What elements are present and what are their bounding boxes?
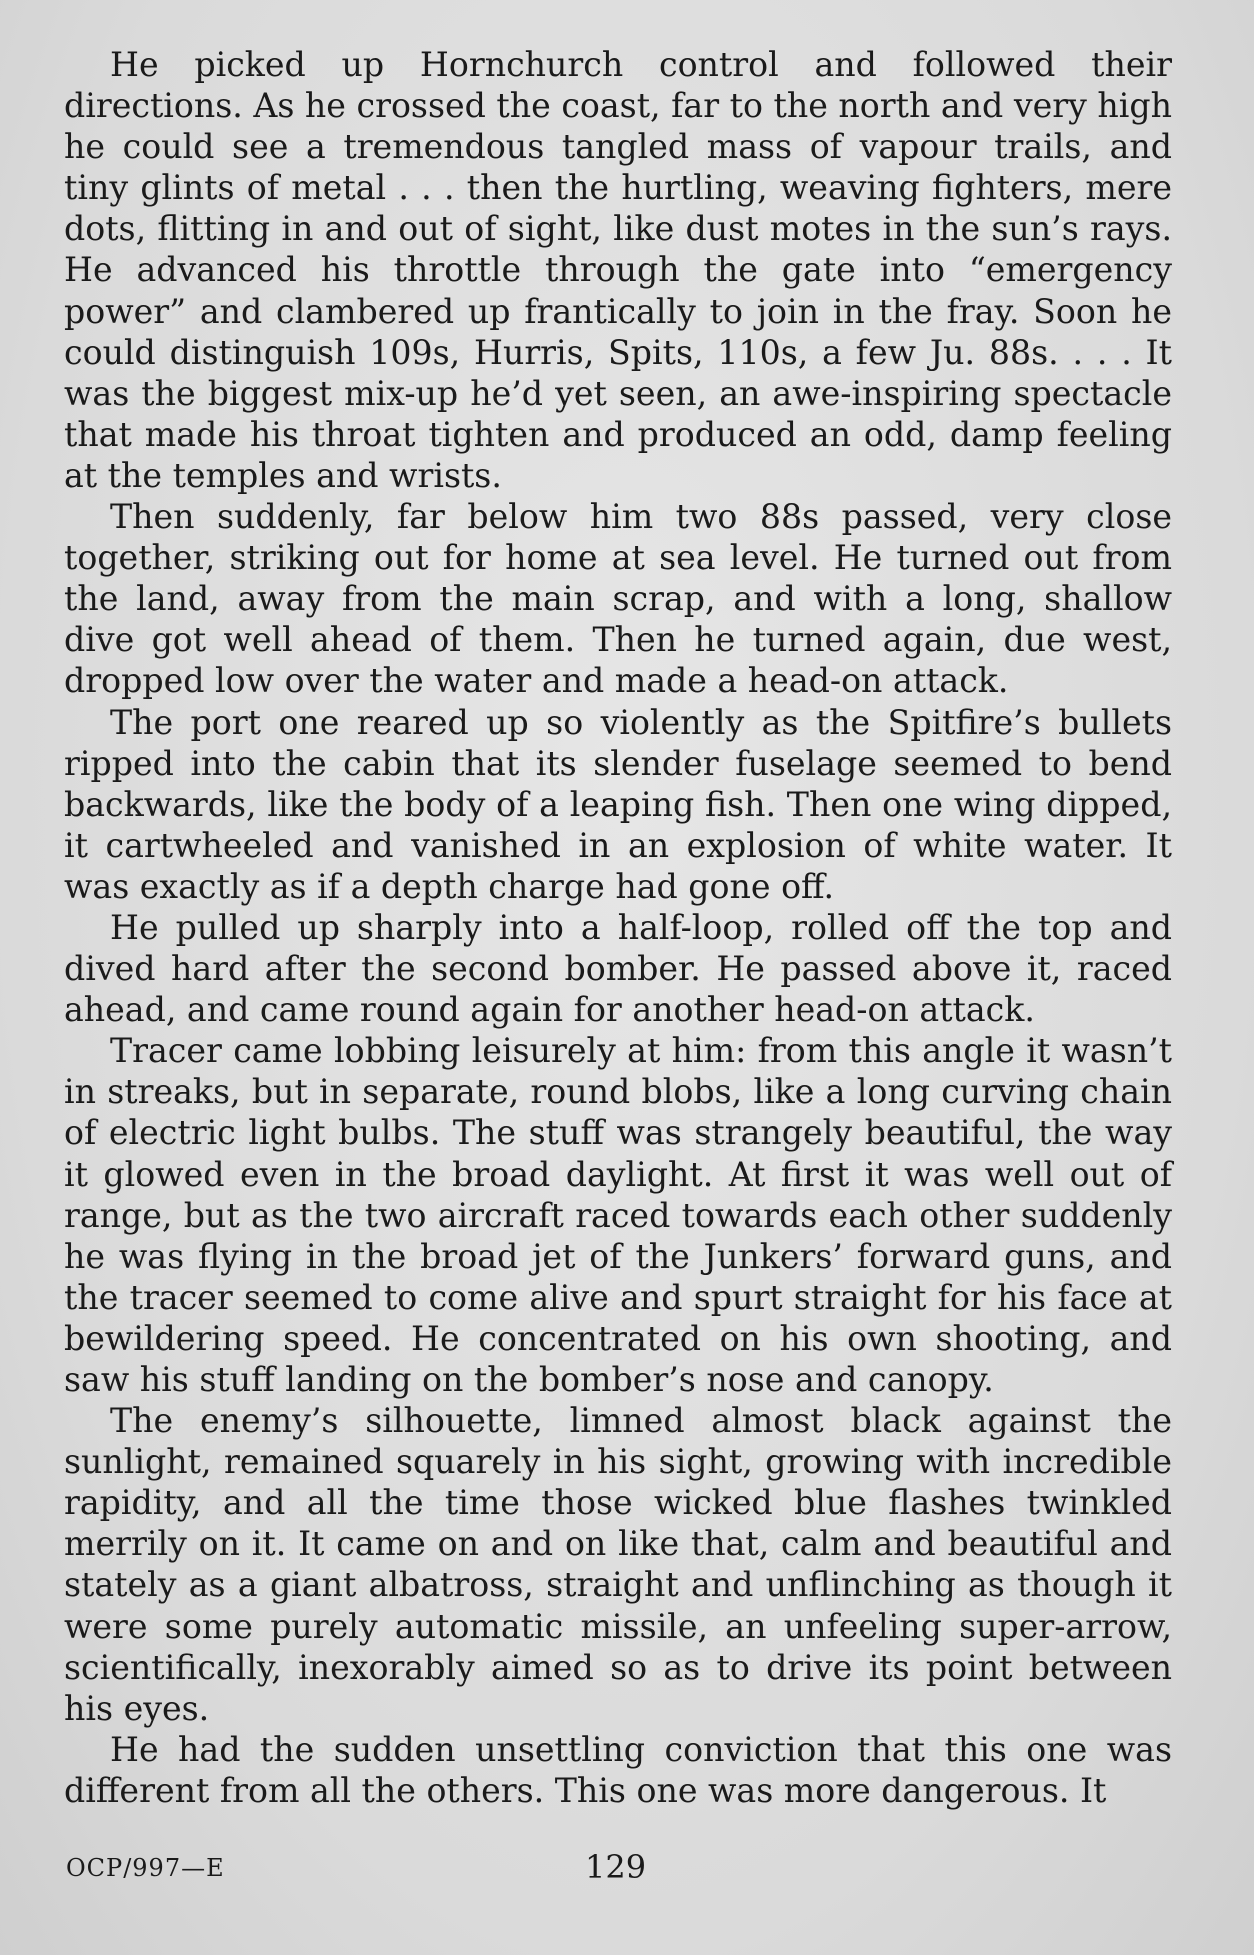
paragraph-4: He pulled up sharply into a half-loop, rolled off the top and dived hard after the second bomber. He passed above it, raced ahead, and came round again for another head-on attack. xyxy=(64,907,1172,1030)
paragraph-5: Tracer came lobbing leisurely at him: from this angle it wasn’t in streaks, but in separate, round blobs, like a long curving chain of electric light bulbs. The stuff was strangely beautiful, the way it glowed even in the broad daylight. At first it was well out of range, but as the two aircraft raced towards each other suddenly he was flying in the broad jet of the Junkers’ forward guns, and the tracer seemed to come alive and spurt straight for his face at bewildering speed. He concentrated on his own shooting, and saw his stuff landing on the bomber’s nose and canopy. xyxy=(64,1031,1172,1399)
page-number: 129 xyxy=(585,1848,647,1886)
paragraph-7: He had the sudden unsettling conviction that this one was different from all the others. This one was more dangerous. It xyxy=(64,1729,1172,1810)
paragraph-1: He picked up Hornchurch control and followed their directions. As he crossed the coast, far to the north and very high he could see a tremendous tangled mass of vapour trails, and tiny glints of metal . . . then the hurtling, weaving fighters, mere dots, flitting in and out of sight, like dust motes in the sun’s rays. He advanced his throttle through the gate into “emergency power” and clambered up frantically to join in the fray. Soon he could distinguish 109s, Hurris, Spits, 110s, a few Ju. 88s. . . . It was the biggest mix-up he’d yet seen, an awe-inspiring spectacle that made his throat tighten and produced an odd, damp feeling at the temples and wrists. xyxy=(64,45,1172,495)
paragraph-3: The port one reared up so violently as the Spitfire’s bullets ripped into the cabin that its slender fuselage seemed to bend backwards, like the body of a leaping fish. Then one wing dipped, it cartwheeled and vanished in an explosion of white water. It was exactly as if a depth charge had gone off. xyxy=(64,702,1172,906)
paragraph-2: Then suddenly, far below him two 88s passed, very close together, striking out for home at sea level. He turned out from the land, away from the main scrap, and with a long, shallow dive got well ahead of them. Then he turned again, due west, dropped low over the water and made a head-on attack. xyxy=(64,497,1172,701)
printer-signature: OCP/997—E xyxy=(66,1854,225,1882)
paragraph-6: The enemy’s silhouette, limned almost black against the sunlight, remained squarely in his sight, growing with incredible rapidity, and all the time those wicked blue flashes twinkled merrily on it. It came on and on like that, calm and beautiful and stately as a giant albatross, straight and unflinching as though it were some purely automatic missile, an unfeeling super-arrow, scientifically, inexorably aimed so as to drive its point between his eyes. xyxy=(64,1401,1172,1728)
body-text xyxy=(64,44,1172,1811)
